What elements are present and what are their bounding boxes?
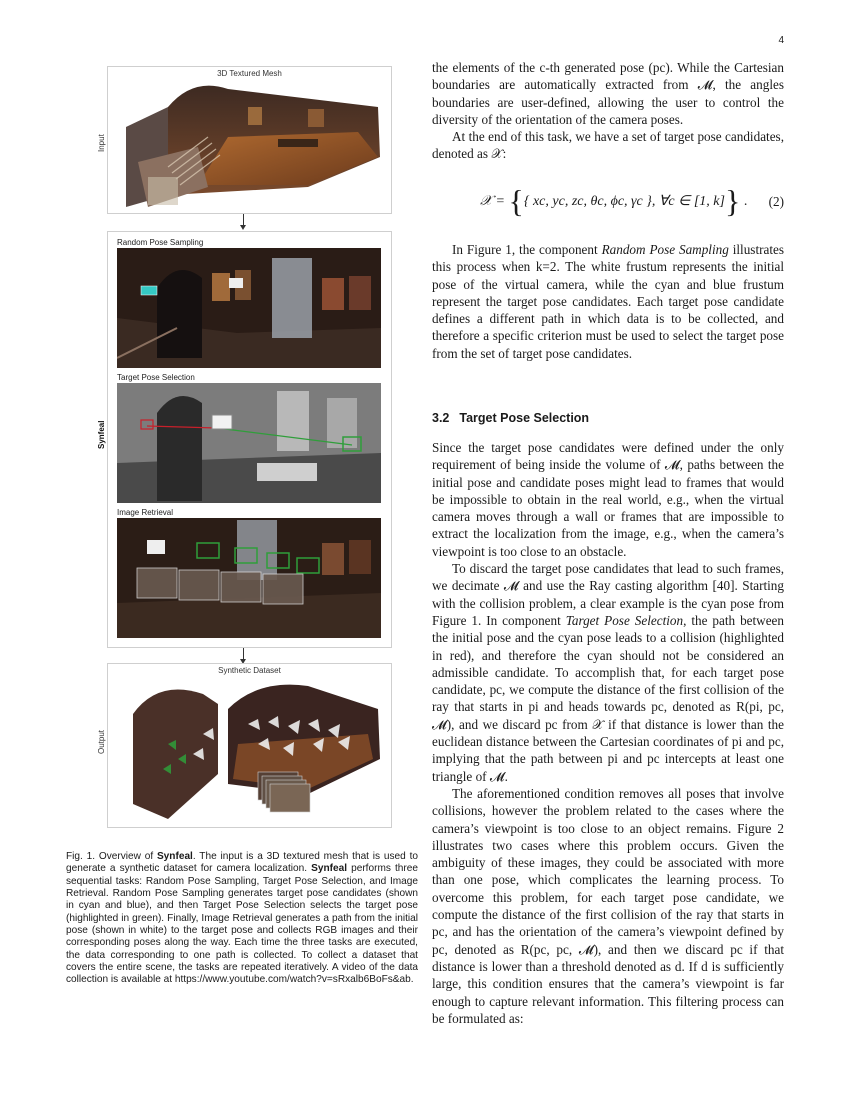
target-pose-image [117, 383, 381, 503]
synthetic-dataset-image [108, 664, 391, 827]
paragraph-3-italic: Random Pose Sampling [601, 242, 729, 257]
image-retrieval-title: Image Retrieval [117, 508, 174, 517]
section-number: 3.2 [432, 411, 450, 425]
input-label: Input [97, 134, 106, 152]
caption-prefix: Fig. 1. Overview of [66, 851, 157, 862]
section-heading [432, 411, 589, 425]
random-pose-title: Random Pose Sampling [117, 238, 204, 247]
equation-2: 𝒳 = {{ xc, yc, zc, θc, ϕc, γc }, ∀c ∈ [1, k]} . (2) [480, 183, 784, 219]
equation-brace-open: { [508, 183, 524, 219]
caption-name: Synfeal [156, 851, 193, 862]
page-number: 4 [778, 35, 784, 46]
flow-arrow [243, 214, 244, 226]
paragraph-4: Since the target pose candidates were defined under the only requirement of being inside the volume of 𝓜, paths between the initial pose and candidate poses might lead to frames that would be impossible to obtain in the real world, e.g., when the virtual camera moves through a wall or frames that are impossible to extract the localization from the image, e.g., when the camera’s viewpoint is too close to an obstacle. [432, 440, 784, 559]
caption-part1: . The input is a 3D textured mesh that is used to generate a synthetic dataset for camera localization. [66, 851, 418, 875]
flow-arrow [243, 648, 244, 660]
body-text-top [432, 59, 784, 163]
equation-body: { xc, yc, zc, θc, ϕc, γc }, ∀c ∈ [1, k] [523, 194, 725, 209]
equation-lhs: 𝒳 = [480, 194, 509, 209]
dataset-title: Synthetic Dataset [218, 666, 281, 675]
section-title: Target Pose Selection [459, 411, 590, 425]
paragraph-1: the elements of the c-th generated pose (pc). While the Cartesian boundaries are automatically extracted from 𝓜, the angles boundaries are user-defined, allowing the user to control the diversity of the orientation of the camera poses. [432, 60, 784, 127]
random-pose-image [117, 248, 381, 368]
paragraph-5b: , the path between the initial pose and the cyan pose leads to a collision (highlighted in red), and therefore the cyan should not be considered an admissible candidate. To accomplish that, for each target pose candidate, pc, we compute the distance of the first collision of the ray that starts in pi and heads towards pc, denoted as R(pi, pc, 𝓜), and we discard pc from 𝒳 if that distance is lower than the euclidean distance between the Cartesian coordinates of pi and pc, implying that the path between pi and pc intercepts at least one triangle of 𝓜. [432, 612, 785, 784]
paragraph-3a: In Figure 1, the component [452, 242, 602, 257]
image-retrieval-image [117, 518, 381, 638]
figure-caption [66, 851, 418, 987]
target-pose-title: Target Pose Selection [117, 373, 195, 382]
input-panel [107, 66, 392, 214]
output-panel [107, 663, 392, 828]
equation-brace-close: } [724, 183, 741, 219]
synfeal-label: Synfeal [97, 420, 106, 449]
output-label: Output [97, 729, 106, 754]
body-text-bottom [432, 439, 784, 1027]
paragraph-2: At the end of this task, we have a set of target pose candidates, denoted as 𝒳: [432, 129, 784, 162]
textured-mesh-image [108, 67, 391, 213]
paragraph-3 [432, 241, 784, 362]
caption-part2: performs three sequential tasks: Random Pose Sampling, Target Pose Selection, and Image Retrieval. Random Pose Sampling generates target pose candidates (shown in cyan and blue), and then Target Pose Selection selects the target pose (highlighted in green). Finally, Image Retrieval generates a path from the initial pose (shown in white) to the target pose and collects RGB images and their corresponding poses along the way. Each time the three tasks are executed, the data corresponding to one path is collected. To collect a dataset that covers the entire scene, the tasks are repeated iteratively. A video of the data collection is available at https://www.youtube.com/watch?v=sRxalb6BoFs&ab. [66, 863, 418, 986]
equation-number: (2) [768, 194, 784, 209]
paragraph-5-italic: Target Pose Selection [565, 612, 684, 628]
paragraph-3b: illustrates this process when k=2. The white frustum represents the initial pose of the virtual camera, while the cyan and blue frustum represent the target pose candidates. Each target pose candidate defines a different path in which data is to be collected, and therefore a specific criterion must be used to select the target pose from the set of target pose candidates. [432, 242, 784, 361]
caption-name-2: Synfeal [311, 863, 348, 875]
paragraph-6: The aforementioned condition removes all poses that involve collisions, however the problem related to the cases where the camera’s viewpoint is too close to an object remains. Figure 2 illustrates two cases where this problem occurs. Given the ambiguity of these images, they could be associated with more than one pose, which complicates the learning process. To overcome this problem, for each target pose candidate, we compute the distance of the first collision of the ray that starts in pc, and has the orientation of the camera’s viewpoint defined by pc, denoted as R(pc, pc, 𝓜), and then we discard pc if that distance is lower than a threshold denoted as d. If d is sufficiently large, this condition ensures that the camera’s viewpoint is far enough to capture relevant information. This filtering process can be formulated as: [432, 785, 784, 1026]
paragraph-5 [432, 560, 784, 785]
body-text-middle [432, 241, 784, 362]
paragraph-5a: To discard the target pose candidates that lead to such frames, we decimate 𝓜 and use the Ray casting algorithm [40]. Starting with the collision problem, a clear example is the cyan pose from Figure 1. In component [432, 561, 784, 628]
mesh-title: 3D Textured Mesh [217, 69, 282, 78]
